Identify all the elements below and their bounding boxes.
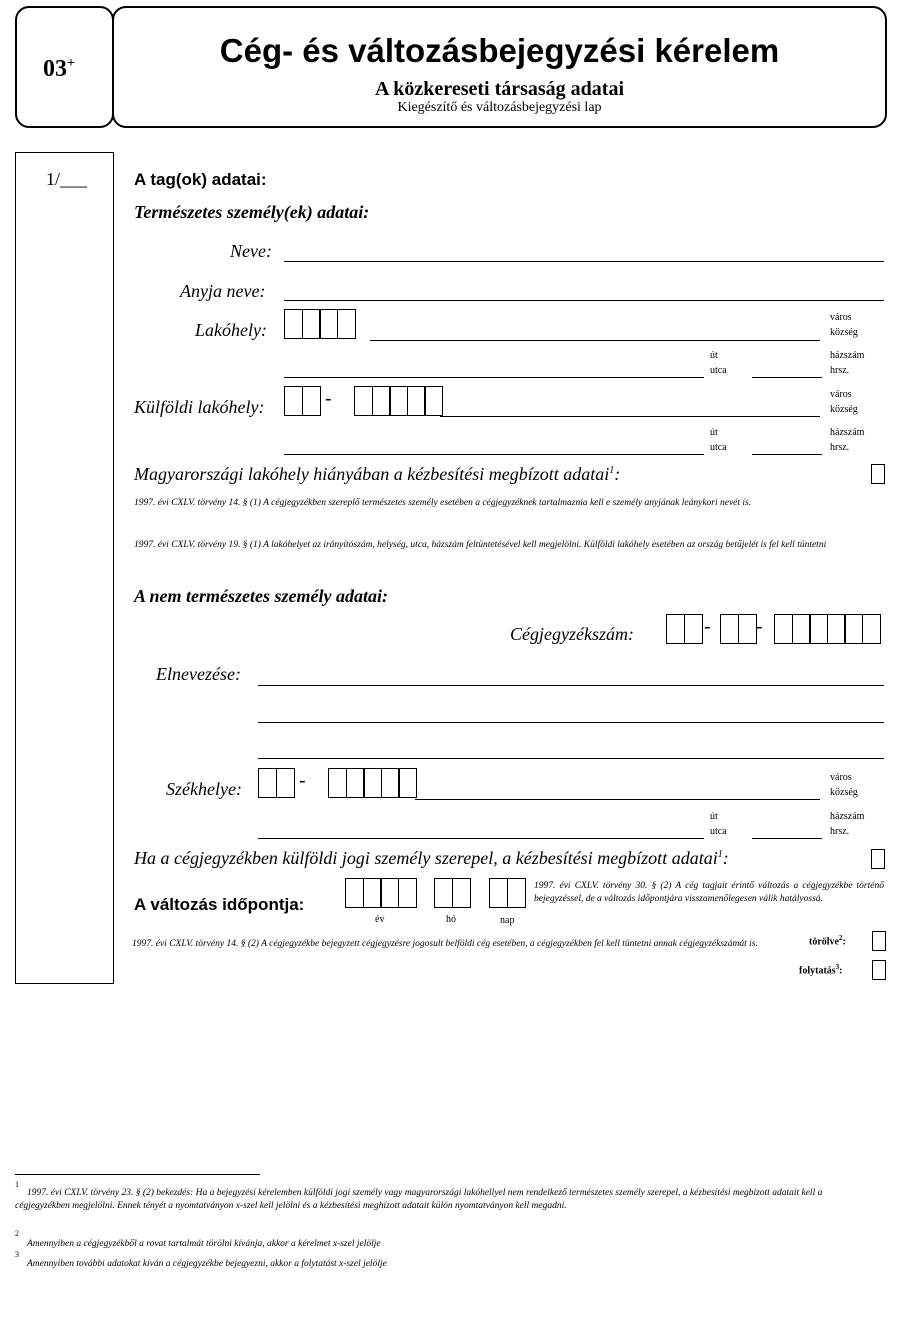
name-field[interactable] [284,261,884,262]
residence-zip-cells[interactable] [284,309,354,339]
regno-court-cells[interactable] [666,614,701,644]
footnote-1: 1997. évi CXLV. törvény 23. § (2) bekezdés: Ha a bejegyzési kérelemben külföldi jogi személy vagy magyarországi lakóhellyel nem rendelkező természetes személy szerepel, a kézbesítési megbízott adatait kell a cégjegyzékben megjelölni. Ennek tényét a nyomtatványon x-szel kell jelölni és a kézbesítési meghízott adatait külön nyomtatványon kell megadni. [15,1188,823,1211]
footnote-2: Amennyiben a cégjegyzékből a rovat tartalmát törölni kívánja, akkor a kérelmet x-szel jelölje [27,1239,381,1249]
dash: - [299,770,306,792]
seat-city-field[interactable] [415,799,820,800]
seat-city-label: város község [830,772,858,798]
foreign-house-label: házszám hrsz. [830,427,865,453]
legal-person-heading: A nem természetes személy adatai: [134,586,388,606]
members-heading: A tag(ok) adatai: [134,170,267,189]
foreign-street-label: út utca [710,427,727,453]
law-note-1: 1997. évi CXLV. törvény 14. § (1) A cégjegyzékben szereplő természetes személy esetében a cégjegyzéknek tartalmaznia kell e személy anyjának leánykori nevét is. [134,498,752,508]
deleted-checkbox[interactable] [872,931,886,951]
month-label: hó [446,914,456,925]
dash: - [756,616,763,638]
footnote-2-number: 2 [15,1229,19,1238]
law-note-4: 1997. évi CXLV. törvény 14. § (2) A cégjegyzékbe bejegyzett cégjegyzésre jogosult belföldi cég esetében, a cégjegyzékben fel kell tüntetni annak cégjegyzékszámát is. [132,939,758,949]
regno-form-cells[interactable] [720,614,755,644]
agent-label: Magyarországi lakóhely hiányában a kézbesítési megbízott adatai$^1$: [134,464,621,484]
residence-city-field[interactable] [370,340,820,341]
footnote-3-number: 3 [15,1250,19,1259]
foreign-country-cells[interactable] [284,386,319,416]
mother-name-field[interactable] [284,300,884,301]
change-date-year-cells[interactable] [345,878,415,908]
seat-street-field[interactable] [258,838,704,839]
year-label: év [375,914,385,925]
seat-house-label: házszám hrsz. [830,811,865,837]
form-subtitle-2: Kiegészítő és változásbejegyzési lap [397,100,602,115]
foreign-street-field[interactable] [284,454,704,455]
regno-label: Cégjegyzékszám: [510,624,634,644]
residence-street-field[interactable] [284,377,704,378]
change-date-label: A változás időpontja: [134,895,305,914]
foreign-legal-agent-label: Ha a cégjegyzékben külföldi jogi személy szerepel, a kézbesítési megbízott adatai$^1$: [134,848,729,868]
continued-label: folytatás$^3$: [799,963,843,977]
footnote-1-number: 1 [15,1180,19,1189]
residence-street-label: út utca [710,350,727,376]
foreign-residence-label: Külföldi lakóhely: [134,397,265,417]
law-note-3: 1997. évi CXLV. törvény 30. § (2) A cég tagjait érintő változás a cégjegyzékbe történő bejegyzéssel, de a változás időpontjára visszamenőlegesen válik hatályossá. [534,881,884,904]
mother-name-label: Anyja neve: [180,281,266,301]
form-code: 03+ [43,56,75,82]
form-code-box [15,6,114,128]
footnote-separator [15,1174,260,1175]
change-date-day-cells[interactable] [489,878,524,908]
law-note-2: 1997. évi CXLV. törvény 19. § (1) A lakóhelyet az irányítószám, helység, utca, házszám feltüntetésével kell megjelölni. Külföldi lakóhely esetében az ország betűjelét is fel kell tüntetni [134,540,827,550]
regno-serial-cells[interactable] [774,614,879,644]
legal-name-field-1[interactable] [258,685,884,686]
seat-label: Székhelye: [166,779,242,799]
continued-checkbox[interactable] [872,960,886,980]
residence-city-label: város község [830,312,858,338]
form-title-box [112,6,887,128]
foreign-zip-cells[interactable] [354,386,442,416]
dash: - [325,388,332,410]
residence-house-field[interactable] [752,377,822,378]
residence-house-label: házszám hrsz. [830,350,865,376]
natural-person-heading: Természetes személy(ek) adatai: [134,202,370,222]
dash: - [704,616,711,638]
legal-name-field-2[interactable] [258,722,884,723]
change-date-month-cells[interactable] [434,878,469,908]
footnote-3: Amennyiben további adatokat kíván a cégjegyzékbe bejegyezni, akkor a folytatást x-szel jelölje [27,1259,387,1269]
page-number-column [15,152,114,984]
form-subtitle: A közkereseti társaság adatai [374,78,625,100]
foreign-legal-agent-checkbox[interactable] [871,849,885,869]
seat-zip-cells[interactable] [328,768,416,798]
day-label: nap [500,915,515,926]
deleted-label: törölve$^2$: [809,934,846,948]
name-label: Neve: [230,241,272,261]
form-title: Cég- és változásbejegyzési kérelem [219,32,780,69]
residence-label: Lakóhely: [195,320,267,340]
agent-checkbox[interactable] [871,464,885,484]
foreign-city-label: város község [830,389,858,415]
seat-street-label: út utca [710,811,727,837]
seat-country-cells[interactable] [258,768,293,798]
foreign-house-field[interactable] [752,454,822,455]
foreign-city-field[interactable] [440,416,820,417]
legal-name-label: Elnevezése: [156,664,241,684]
page-number: 1/___ [46,169,88,189]
seat-house-field[interactable] [752,838,822,839]
legal-name-field-3[interactable] [258,758,884,759]
